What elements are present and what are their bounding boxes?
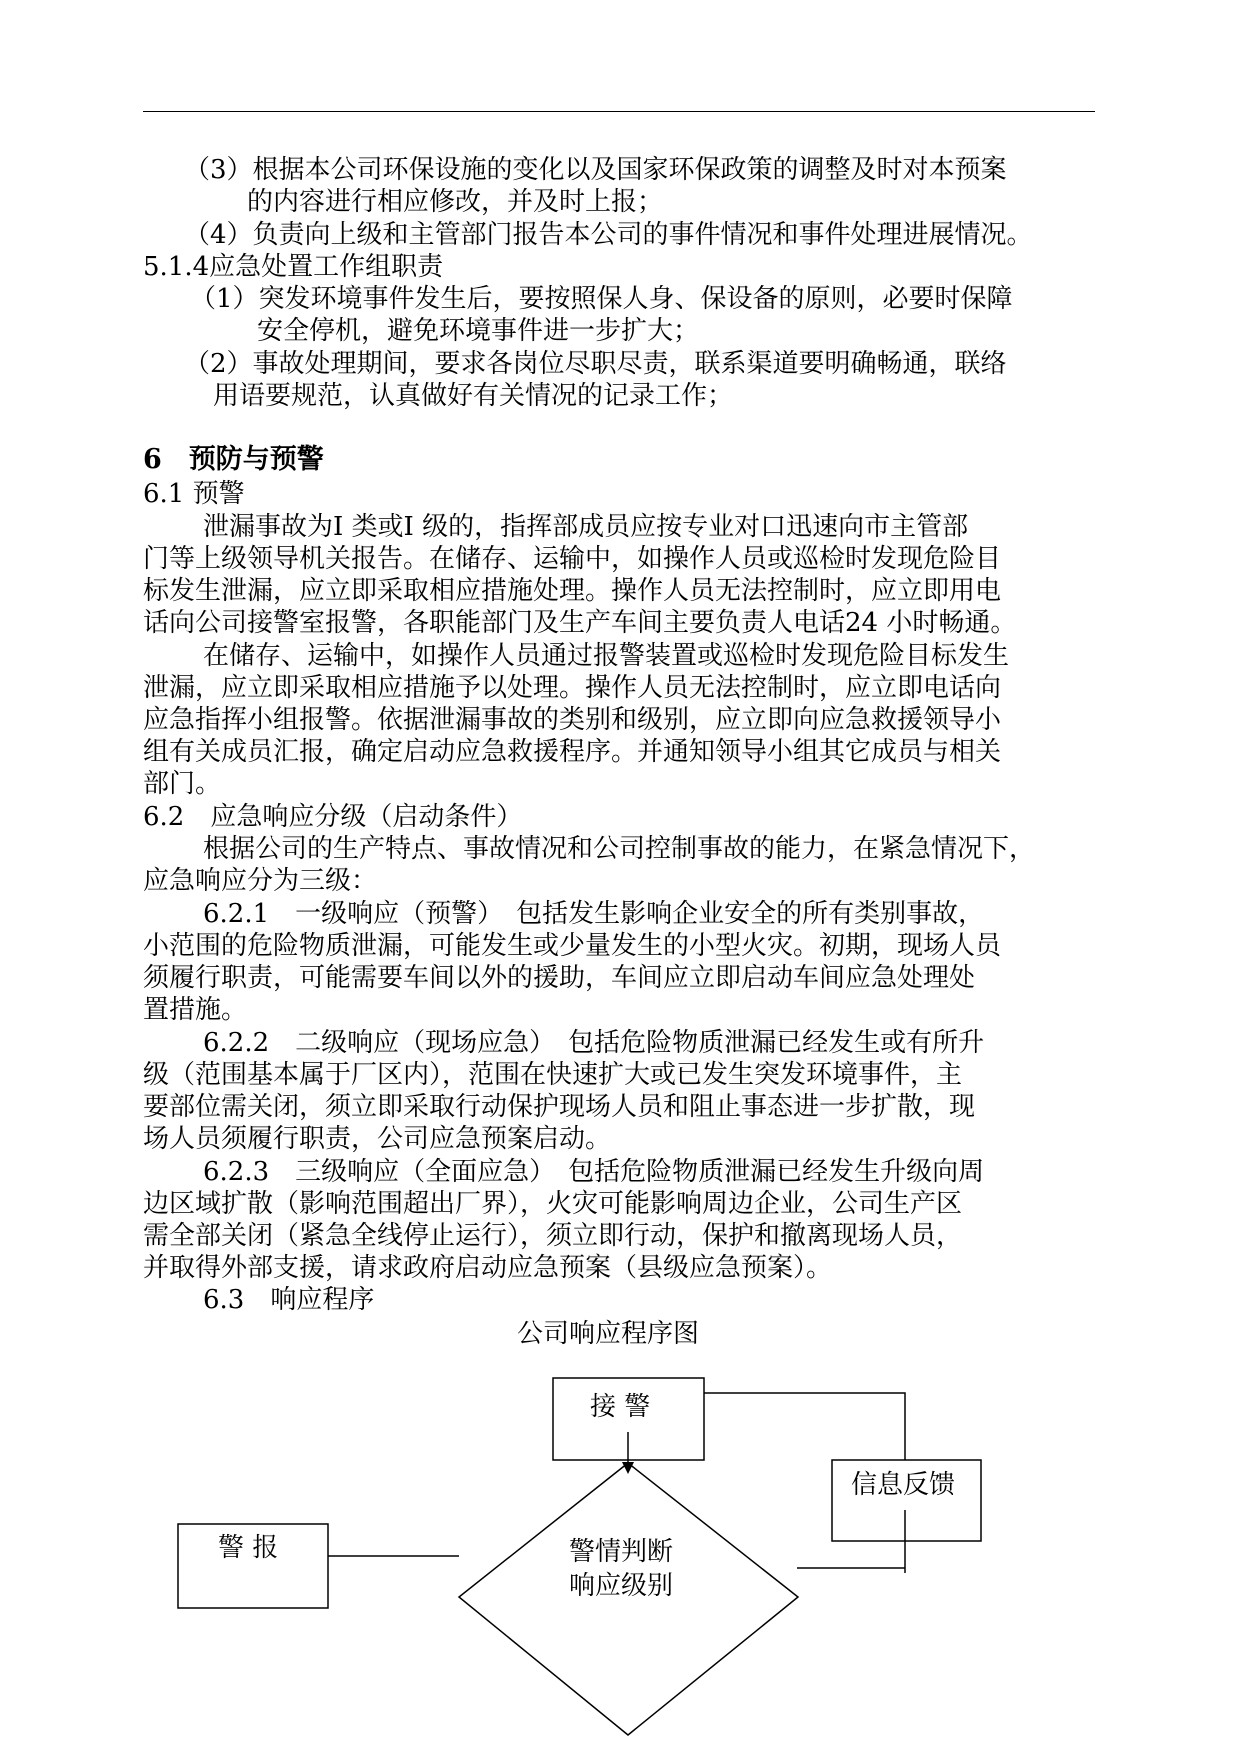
receive-to-feedback-connector: [704, 1393, 905, 1460]
arrow-head-icon: [622, 1462, 634, 1474]
para-6-2-2-line-1: 6.2.2 二级响应（现场应急） 包括危险物质泄漏已经发生或有所升: [203, 1028, 985, 1058]
flowchart-caption: 公司响应程序图: [517, 1319, 700, 1349]
item-3-line-1: （3）根据本公司环保设施的变化以及国家环保政策的调整及时对本预案: [184, 155, 1007, 185]
item-1-line-2: 安全停机，避免环境事件进一步扩大；: [257, 316, 700, 346]
section-6-2-heading: 6.2 应急响应分级（启动条件）: [143, 802, 523, 832]
para-6-2-2-line-2: 级（范围基本属于厂区内），范围在快速扩大或已发生突发环境事件，主: [143, 1060, 963, 1090]
para-6-1-2-line-4: 组有关成员汇报，确定启动应急救援程序。并通知领导小组其它成员与相关: [143, 737, 1002, 767]
para-6-1-2-line-2: 泄漏，应立即采取相应措施予以处理。操作人员无法控制时，应立即电话向: [143, 673, 1002, 703]
para-6-2-3-line-2: 边区域扩散（影响范围超出厂界），火灾可能影响周边企业，公司生产区: [143, 1189, 963, 1219]
para-6-2-1-line-4: 置措施。: [143, 995, 248, 1025]
alarm-label: 警 报: [218, 1533, 279, 1563]
para-6-1-2-line-5: 部门。: [143, 769, 222, 799]
para-6-1-1-line-2: 门等上级领导机关报告。在储存、运输中，如操作人员或巡检时发现危险目: [143, 544, 1002, 574]
judge-label-line-1: 警情判断: [569, 1537, 674, 1567]
para-6-1-1-line-1: 泄漏事故为I 类或I 级的，指挥部成员应按专业对口迅速向市主管部: [203, 512, 969, 542]
para-6-2-3-line-1: 6.2.3 三级响应（全面应急） 包括危险物质泄漏已经发生升级向周: [203, 1157, 985, 1187]
para-6-1-2-line-3: 应急指挥小组报警。依据泄漏事故的类别和级别，应立即向应急救援领导小: [143, 705, 1002, 735]
para-6-2-1-line-1: 6.2.1 一级响应（预警） 包括发生影响企业安全的所有类别事故，: [203, 899, 985, 929]
section-6-3-heading: 6.3 响应程序: [203, 1285, 375, 1315]
para-6-2-2-line-4: 场人员须履行职责，公司应急预案启动。: [143, 1124, 612, 1154]
para-6-2-1-line-2: 小范围的危险物质泄漏，可能发生或少量发生的小型火灾。初期，现场人员: [143, 931, 1002, 961]
para-6-2-3-line-4: 并取得外部支援，请求政府启动应急预案（县级应急预案）。: [143, 1253, 833, 1283]
item-2-line-1: （2）事故处理期间，要求各岗位尽职尽责，联系渠道要明确畅通，联络: [184, 349, 1007, 379]
feedback-label: 信息反馈: [851, 1470, 956, 1500]
section-6-1-heading: 6.1 预警: [143, 479, 245, 509]
para-6-1-1-line-4: 话向公司接警室报警，各职能部门及生产车间主要负责人电话24 小时畅通。: [143, 608, 1017, 638]
para-6-2-2-line-3: 要部位需关闭，须立即采取行动保护现场人员和阻止事态进一步扩散，现: [143, 1092, 976, 1122]
para-6-2-1-line-3: 须履行职责，可能需要车间以外的援助，车间应立即启动车间应急处理处: [143, 963, 976, 993]
judge-label-line-2: 响应级别: [569, 1571, 674, 1601]
para-6-1-1-line-3: 标发生泄漏，应立即采取相应措施处理。操作人员无法控制时，应立即用电: [143, 576, 1002, 606]
item-1-line-1: （1）突发环境事件发生后，要按照保人身、保设备的原则，必要时保障: [190, 284, 1013, 314]
para-6-1-2-line-1: 在储存、运输中，如操作人员通过报警装置或巡检时发现危险目标发生: [203, 641, 1010, 671]
section-6-heading: 6 预防与预警: [143, 444, 324, 475]
item-3-line-2: 的内容进行相应修改，并及时上报；: [247, 187, 664, 217]
section-5-1-4-heading: 5.1.4应急处置工作组职责: [143, 252, 444, 282]
para-6-2-intro-line-2: 应急响应分为三级：: [143, 866, 378, 896]
para-6-2-intro-line-1: 根据公司的生产特点、事故情况和公司控制事故的能力，在紧急情况下，: [203, 834, 1036, 864]
item-2-line-2: 用语要规范，认真做好有关情况的记录工作；: [213, 381, 734, 411]
item-4: （4）负责向上级和主管部门报告本公司的事件情况和事件处理进展情况。: [184, 220, 1033, 250]
receive-alarm-label: 接 警: [590, 1392, 651, 1422]
para-6-2-3-line-3: 需全部关闭（紧急全线停止运行），须立即行动，保护和撤离现场人员，: [143, 1221, 963, 1251]
